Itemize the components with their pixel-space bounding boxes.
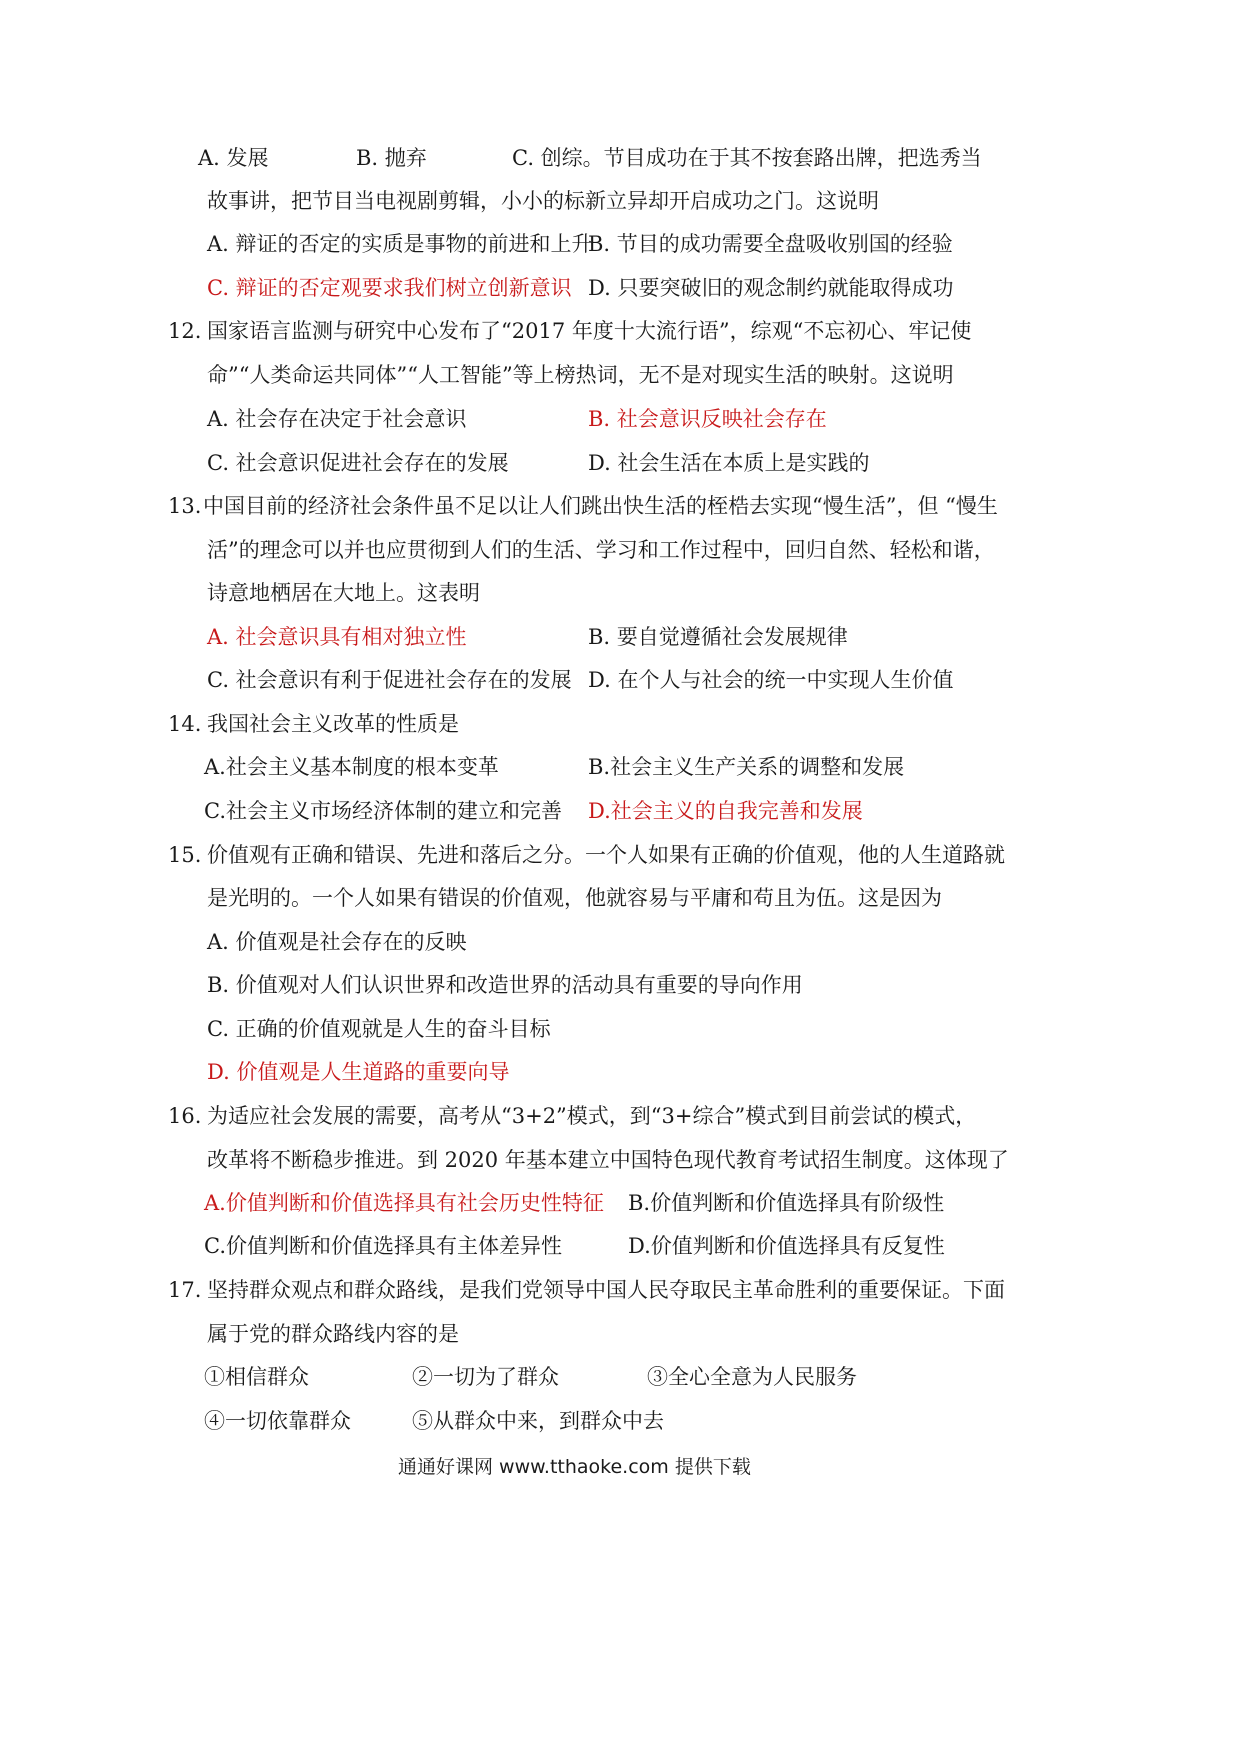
q16-option-d: D.价值判断和价值选择具有反复性 — [628, 1234, 945, 1258]
q11-option-a: A. 辩证的否定的实质是事物的前进和上升 — [207, 232, 593, 256]
q14-stem-line1: 我国社会主义改革的性质是 — [207, 712, 459, 736]
q17-item-2: ②一切为了群众 — [412, 1365, 559, 1389]
q11-option-c-answer: C. 辩证的否定观要求我们树立创新意识 — [207, 276, 572, 300]
q11-option-b: B. 节目的成功需要全盘吸收别国的经验 — [588, 232, 953, 256]
q15-stem-line2: 是光明的。一个人如果有错误的价值观，他就容易与平庸和苟且为伍。这是因为 — [207, 886, 942, 910]
q17-number: 17. — [168, 1278, 202, 1302]
page-footer-watermark: 通通好课网 www.tthaoke.com 提供下载 — [398, 1456, 751, 1478]
q16-stem-line1: 为适应社会发展的需要，高考从“3+2”模式，到“3+综合”模式到目前尝试的模式， — [207, 1104, 977, 1128]
q16-option-b: B.价值判断和价值选择具有阶级性 — [628, 1191, 945, 1215]
q14-option-d-answer: D.社会主义的自我完善和发展 — [588, 799, 863, 823]
q17-stem-line1: 坚持群众观点和群众路线，是我们党领导中国人民夺取民主革命胜利的重要保证。下面 — [207, 1278, 1005, 1302]
q16-option-a-answer: A.价值判断和价值选择具有社会历史性特征 — [204, 1191, 604, 1215]
q13-option-b: B. 要自觉遵循社会发展规律 — [588, 625, 848, 649]
q14-option-c: C.社会主义市场经济体制的建立和完善 — [204, 799, 562, 823]
q13-stem-line2: 活”的理念可以并也应贯彻到人们的生活、学习和工作过程中，回归自然、轻松和谐， — [207, 538, 995, 562]
q12-option-a: A. 社会存在决定于社会意识 — [207, 407, 467, 431]
q11-option-d: D. 只要突破旧的观念制约就能取得成功 — [588, 276, 954, 300]
q12-number: 12. — [168, 319, 202, 343]
q11-option-a1: A. 发展 — [198, 146, 269, 170]
q12-option-b-answer: B. 社会意识反映社会存在 — [588, 407, 827, 431]
q15-option-b: B. 价值观对人们认识世界和改造世界的活动具有重要的导向作用 — [207, 973, 803, 997]
q17-stem-line2: 属于党的群众路线内容的是 — [207, 1322, 459, 1346]
q12-stem-line1: 国家语言监测与研究中心发布了“2017 年度十大流行语”，综观“不忘初心、牢记使 — [207, 319, 972, 343]
q13-stem-line1: 中国目前的经济社会条件虽不足以让人们跳出快生活的桎梏去实现“慢生活”，但 “慢生 — [203, 494, 998, 518]
q14-number: 14. — [168, 712, 202, 736]
q13-option-d: D. 在个人与社会的统一中实现人生价值 — [588, 668, 954, 692]
q16-stem-line2: 改革将不断稳步推进。到 2020 年基本建立中国特色现代教育考试招生制度。这体现了 — [207, 1148, 1009, 1172]
q13-number: 13. — [168, 494, 202, 518]
q12-option-d: D. 社会生活在本质上是实践的 — [588, 451, 870, 475]
q17-item-3: ③全心全意为人民服务 — [647, 1365, 857, 1389]
q13-option-a-answer: A. 社会意识具有相对独立性 — [207, 625, 467, 649]
q12-option-c: C. 社会意识促进社会存在的发展 — [207, 451, 509, 475]
q15-option-c: C. 正确的价值观就是人生的奋斗目标 — [207, 1017, 551, 1041]
q14-option-a: A.社会主义基本制度的根本变革 — [204, 755, 499, 779]
q15-option-a: A. 价值观是社会存在的反映 — [207, 930, 467, 954]
q17-item-5: ⑤从群众中来，到群众中去 — [412, 1409, 664, 1433]
q11-stem-line2: 故事讲，把节目当电视剧剪辑，小小的标新立异却开启成功之门。这说明 — [207, 189, 879, 213]
q17-item-4: ④一切依靠群众 — [204, 1409, 351, 1433]
q16-option-c: C.价值判断和价值选择具有主体差异性 — [204, 1234, 562, 1258]
q17-item-1: ①相信群众 — [204, 1365, 309, 1389]
q11-stem-line1: C. 创综。节目成功在于其不按套路出牌，把选秀当 — [512, 146, 982, 170]
q16-number: 16. — [168, 1104, 202, 1128]
q15-option-d-answer: D. 价值观是人生道路的重要向导 — [207, 1060, 510, 1084]
q15-number: 15. — [168, 843, 202, 867]
q13-option-c: C. 社会意识有利于促进社会存在的发展 — [207, 668, 572, 692]
q12-stem-line2: 命”“人类命运共同体”“人工智能”等上榜热词，无不是对现实生活的映射。这说明 — [207, 363, 954, 387]
q15-stem-line1: 价值观有正确和错误、先进和落后之分。一个人如果有正确的价值观，他的人生道路就 — [207, 843, 1005, 867]
q13-stem-line3: 诗意地栖居在大地上。这表明 — [207, 581, 480, 605]
q11-option-b1: B. 抛弃 — [356, 146, 427, 170]
q14-option-b: B.社会主义生产关系的调整和发展 — [588, 755, 905, 779]
